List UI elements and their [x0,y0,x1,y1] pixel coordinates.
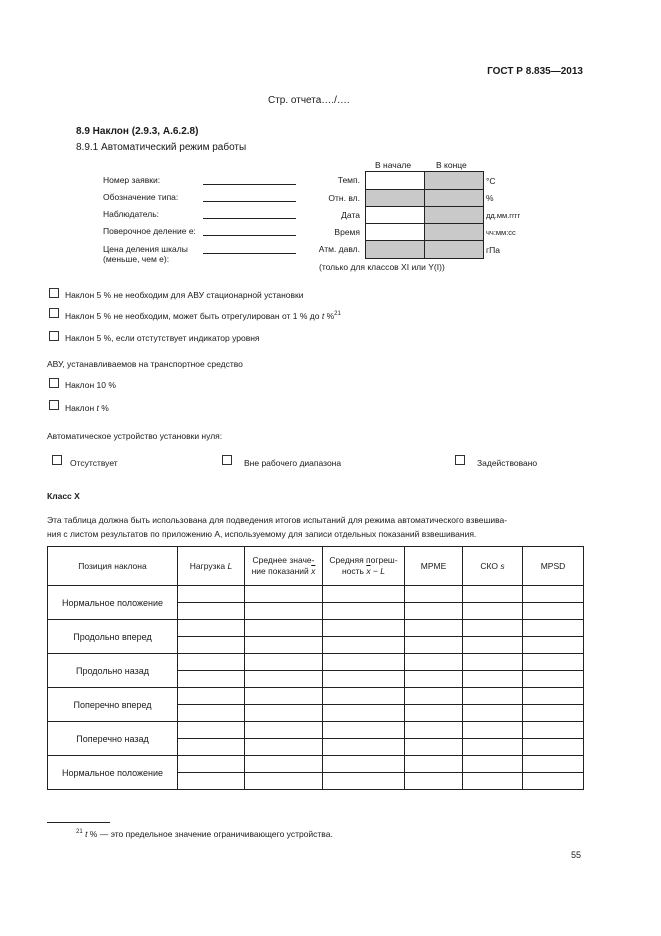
option-zero-absent: Отсутствует [70,458,118,468]
row-label-lateral-forward: Поперечно вперед [48,688,178,722]
header-mpme: MPME [405,547,463,586]
zero-title: Автоматическое устройство установки нуля: [47,431,223,441]
field-line-type[interactable] [203,201,296,202]
table-cell[interactable] [245,671,323,688]
section-title: 8.9 Наклон (2.9.3, А.6.2.8) [76,126,199,137]
footnote-separator [47,822,110,823]
table-cell[interactable] [523,654,584,671]
env-label-pressure: Атм. давл. [318,244,360,254]
table-cell[interactable] [245,603,323,620]
table-cell[interactable] [245,773,323,790]
row-label-normal-1: Нормальное положение [48,586,178,620]
table-cell[interactable] [245,586,323,603]
description-line-2: ния с листом результатов по приложению А, используемому для записи отдельных показаний взвешивания. [47,529,477,539]
env-time-start[interactable] [365,223,425,241]
field-label-type: Обозначение типа: [103,192,179,202]
page-number: 55 [571,850,582,860]
table-cell[interactable] [405,688,463,705]
table-cell[interactable] [405,586,463,603]
section-subtitle: 8.9.1 Автоматический режим работы [76,142,247,153]
env-humidity-start[interactable] [365,189,425,207]
table-cell[interactable] [245,722,323,739]
env-unit-time: чч:мм:сс [486,228,516,237]
check-label-tilt-not-needed-stationary: Наклон 5 % не необходим для АВУ стационарной установки [65,290,304,300]
table-cell[interactable] [523,722,584,739]
table-cell[interactable] [323,756,405,773]
table-cell[interactable] [245,654,323,671]
class-label: Класс X [47,491,80,501]
table-cell[interactable] [523,773,584,790]
table-cell[interactable] [405,671,463,688]
env-col-end: В конце [436,160,467,170]
env-temp-start[interactable] [365,171,425,190]
table-cell[interactable] [463,671,523,688]
header-mpsd: MPSD [523,547,584,586]
table-cell[interactable] [245,705,323,722]
checkbox-tilt-10[interactable] [49,378,59,388]
table-cell[interactable] [405,705,463,722]
option-zero-out-of-range: Вне рабочего диапазона [244,458,342,468]
env-date-start[interactable] [365,206,425,224]
header-sko: СКО s [463,547,523,586]
table-cell[interactable] [323,671,405,688]
table-cell[interactable] [405,773,463,790]
env-class-note: (только для классов XI или Y(I)) [319,262,445,272]
table-cell[interactable] [323,722,405,739]
env-time-end[interactable] [424,223,484,241]
table-cell[interactable] [178,671,245,688]
document-code: ГОСТ Р 8.835—2013 [487,66,583,77]
row-label-forward: Продольно вперед [48,620,178,654]
table-cell[interactable] [178,603,245,620]
table-cell[interactable] [405,620,463,637]
table-cell[interactable] [245,756,323,773]
table-cell[interactable] [323,620,405,637]
env-label-date: Дата [341,210,360,220]
env-unit-temp: °С [486,176,496,186]
footnote-text: $^{21}$ t % — это предельное значение ограничивающего устройства. [76,829,333,839]
table-cell[interactable] [523,756,584,773]
env-temp-end[interactable] [424,171,484,190]
env-unit-date: дд.мм.гггг [486,211,521,220]
table-cell[interactable] [523,586,584,603]
env-pressure-end[interactable] [424,240,484,259]
table-cell[interactable] [463,586,523,603]
table-cell[interactable] [523,620,584,637]
table-cell[interactable] [523,688,584,705]
table-cell[interactable] [405,739,463,756]
table-cell[interactable] [323,739,405,756]
table-cell[interactable] [178,705,245,722]
env-label-time: Время [334,227,360,237]
table-cell[interactable] [405,637,463,654]
env-date-end[interactable] [424,206,484,224]
table-cell[interactable] [405,654,463,671]
header-load: Нагрузка L [178,547,245,586]
header-mean: Среднее значе- ние показаний $\overline{x}$ [245,547,323,586]
field-line-observer[interactable] [203,218,296,219]
table-cell[interactable] [463,705,523,722]
table-cell[interactable] [463,603,523,620]
table-cell[interactable] [405,756,463,773]
table-cell[interactable] [523,739,584,756]
env-humidity-end[interactable] [424,189,484,207]
env-unit-pressure: гПа [486,245,500,255]
table-cell[interactable] [463,722,523,739]
field-line-verification-division[interactable] [203,235,296,236]
table-cell[interactable] [323,705,405,722]
field-line-scale-division[interactable] [203,253,296,254]
table-cell[interactable] [463,756,523,773]
table-cell[interactable] [178,722,245,739]
check-label-tilt-10: Наклон 10 % [65,380,116,390]
check-label-tilt-adjustable: Наклон 5 % не необходим, может быть отрегулирован от 1 % до t %$^{21}$ [65,311,341,321]
checkbox-no-level-indicator[interactable] [49,331,59,341]
footnote-ref-21[interactable]: 21 [334,311,341,318]
table-cell[interactable] [323,637,405,654]
checkbox-tilt-t[interactable] [49,400,59,410]
table-cell[interactable] [463,654,523,671]
table-cell[interactable] [178,586,245,603]
table-cell[interactable] [178,688,245,705]
table-cell[interactable] [178,654,245,671]
table-cell[interactable] [178,637,245,654]
check-label-no-level-indicator: Наклон 5 %, если отстутствует индикатор уровня [65,333,260,343]
field-label-scale-division-note: (меньше, чем е): [103,254,170,264]
table-cell[interactable] [463,739,523,756]
field-label-application: Номер заявки: [103,175,161,185]
row-label-lateral-backward: Поперечно назад [48,722,178,756]
field-label-verification-division: Поверочное деление е: [103,226,196,236]
table-cell[interactable] [463,773,523,790]
field-line-application[interactable] [203,184,296,185]
table-cell[interactable] [245,688,323,705]
table-cell[interactable] [405,603,463,620]
header-error: Средняя погреш- ность $\overline{x} - L$ [323,547,405,586]
table-cell[interactable] [523,603,584,620]
env-unit-humidity: % [486,193,494,203]
table-cell[interactable] [245,637,323,654]
description-line-1: Эта таблица должна быть использована для подведения итогов испытаний для режима автоматического взвешива- [47,515,508,525]
env-label-temp: Темп. [337,175,360,185]
results-table [47,546,584,790]
table-cell[interactable] [523,705,584,722]
env-col-start: В начале [375,160,412,170]
table-cell[interactable] [323,773,405,790]
option-zero-active: Задействовано [477,458,538,468]
table-cell[interactable] [178,756,245,773]
table-cell[interactable] [523,637,584,654]
table-cell[interactable] [178,739,245,756]
table-cell[interactable] [463,688,523,705]
table-cell[interactable] [178,773,245,790]
transport-title: АВУ, устанавливаемов на транспортное средство [47,359,243,369]
table-cell[interactable] [245,739,323,756]
table-cell[interactable] [245,620,323,637]
table-cell[interactable] [323,603,405,620]
table-cell[interactable] [323,688,405,705]
header-position: Позиция наклона [48,547,178,586]
table-cell[interactable] [463,620,523,637]
field-label-scale-division: Цена деления шкалы [103,244,188,254]
table-cell[interactable] [323,654,405,671]
checkbox-zero-out-of-range[interactable] [222,455,232,465]
checkbox-zero-absent[interactable] [52,455,62,465]
checkbox-tilt-not-needed-stationary[interactable] [49,288,59,298]
checkbox-zero-active[interactable] [455,455,465,465]
env-label-humidity: Отн. вл. [328,193,360,203]
row-label-normal-2: Нормальное положение [48,756,178,790]
check-label-tilt-t: Наклон t % [65,403,109,413]
env-pressure-start[interactable] [365,240,425,259]
row-label-backward: Продольно назад [48,654,178,688]
table-cell[interactable] [523,671,584,688]
table-cell[interactable] [178,620,245,637]
table-cell[interactable] [463,637,523,654]
table-cell[interactable] [323,586,405,603]
field-label-observer: Наблюдатель: [103,209,159,219]
checkbox-tilt-adjustable[interactable] [49,308,59,318]
table-cell[interactable] [405,722,463,739]
report-page-indicator: Стр. отчета…./…. [268,95,350,106]
